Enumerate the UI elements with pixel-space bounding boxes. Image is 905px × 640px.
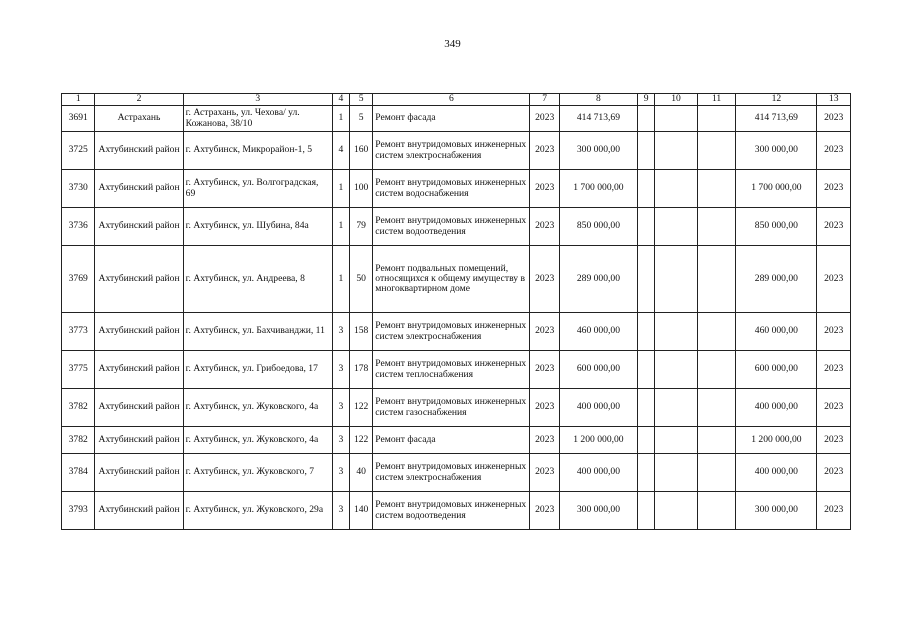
total-cost-cell: 850 000,00 (736, 208, 817, 246)
total-cost-cell: 1 200 000,00 (736, 427, 817, 454)
col9-cell (637, 313, 654, 351)
col10-cell (655, 351, 698, 389)
header-cell: 1 (62, 94, 95, 106)
work-type-cell: Ремонт внутридомовых инженерных систем водоснабжения (373, 170, 530, 208)
col9-cell (637, 170, 654, 208)
col10-cell (655, 208, 698, 246)
col9-cell (637, 106, 654, 132)
completion-year-cell: 2023 (817, 427, 851, 454)
total-cost-cell: 600 000,00 (736, 351, 817, 389)
col9-cell (637, 208, 654, 246)
cost-cell: 460 000,00 (559, 313, 637, 351)
address-cell: г. Ахтубинск, ул. Жуковского, 4а (183, 427, 332, 454)
completion-year-cell: 2023 (817, 389, 851, 427)
col11-cell (697, 492, 736, 530)
total-cost-cell: 300 000,00 (736, 492, 817, 530)
col11-cell (697, 427, 736, 454)
municipality-cell: Ахтубинский район (95, 427, 183, 454)
year-cell: 2023 (530, 389, 559, 427)
header-cell: 12 (736, 94, 817, 106)
year-cell: 2023 (530, 492, 559, 530)
municipality-cell: Ахтубинский район (95, 132, 183, 170)
work-type-cell: Ремонт внутридомовых инженерных систем электроснабжения (373, 454, 530, 492)
col11-cell (697, 246, 736, 313)
col4-cell: 4 (332, 132, 349, 170)
municipality-cell: Ахтубинский район (95, 313, 183, 351)
col5-cell: 100 (349, 170, 372, 208)
row-id-cell: 3782 (62, 389, 95, 427)
row-id-cell: 3691 (62, 106, 95, 132)
col4-cell: 1 (332, 170, 349, 208)
work-type-cell: Ремонт внутридомовых инженерных систем водоотведения (373, 492, 530, 530)
table-row (62, 351, 851, 389)
cost-cell: 300 000,00 (559, 132, 637, 170)
address-cell: г. Ахтубинск, ул. Бахчиванджи, 11 (183, 313, 332, 351)
completion-year-cell: 2023 (817, 313, 851, 351)
col11-cell (697, 454, 736, 492)
col10-cell (655, 427, 698, 454)
row-id-cell: 3775 (62, 351, 95, 389)
row-id-cell: 3769 (62, 246, 95, 313)
header-cell: 10 (655, 94, 698, 106)
address-cell: г. Ахтубинск, ул. Грибоедова, 17 (183, 351, 332, 389)
col5-cell: 5 (349, 106, 372, 132)
page-number: 349 (444, 38, 461, 50)
year-cell: 2023 (530, 313, 559, 351)
col9-cell (637, 389, 654, 427)
work-type-cell: Ремонт внутридомовых инженерных систем электроснабжения (373, 132, 530, 170)
completion-year-cell: 2023 (817, 246, 851, 313)
col10-cell (655, 454, 698, 492)
table-row (62, 170, 851, 208)
col9-cell (637, 351, 654, 389)
year-cell: 2023 (530, 351, 559, 389)
header-cell: 4 (332, 94, 349, 106)
address-cell: г. Астрахань, ул. Чехова/ ул. Кожанова, 38/10 (183, 106, 332, 132)
cost-cell: 600 000,00 (559, 351, 637, 389)
total-cost-cell: 300 000,00 (736, 132, 817, 170)
municipality-cell: Астрахань (95, 106, 183, 132)
col5-cell: 40 (349, 454, 372, 492)
total-cost-cell: 289 000,00 (736, 246, 817, 313)
header-cell: 11 (697, 94, 736, 106)
row-id-cell: 3793 (62, 492, 95, 530)
municipality-cell: Ахтубинский район (95, 351, 183, 389)
col5-cell: 122 (349, 427, 372, 454)
col11-cell (697, 132, 736, 170)
header-row (62, 94, 851, 106)
table-row (62, 132, 851, 170)
col4-cell: 3 (332, 427, 349, 454)
address-cell: г. Ахтубинск, ул. Жуковского, 29а (183, 492, 332, 530)
completion-year-cell: 2023 (817, 492, 851, 530)
municipality-cell: Ахтубинский район (95, 170, 183, 208)
municipality-cell: Ахтубинский район (95, 208, 183, 246)
repair-program-table (61, 93, 851, 530)
col4-cell: 1 (332, 106, 349, 132)
completion-year-cell: 2023 (817, 454, 851, 492)
col10-cell (655, 246, 698, 313)
header-cell: 8 (559, 94, 637, 106)
cost-cell: 414 713,69 (559, 106, 637, 132)
cost-cell: 300 000,00 (559, 492, 637, 530)
cost-cell: 1 200 000,00 (559, 427, 637, 454)
col9-cell (637, 427, 654, 454)
address-cell: г. Ахтубинск, ул. Жуковского, 4а (183, 389, 332, 427)
cost-cell: 400 000,00 (559, 454, 637, 492)
header-cell: 7 (530, 94, 559, 106)
work-type-cell: Ремонт внутридомовых инженерных систем газоснабжения (373, 389, 530, 427)
col4-cell: 1 (332, 208, 349, 246)
row-id-cell: 3736 (62, 208, 95, 246)
address-cell: г. Ахтубинск, ул. Шубина, 84а (183, 208, 332, 246)
header-cell: 3 (183, 94, 332, 106)
total-cost-cell: 1 700 000,00 (736, 170, 817, 208)
col4-cell: 3 (332, 454, 349, 492)
cost-cell: 289 000,00 (559, 246, 637, 313)
completion-year-cell: 2023 (817, 132, 851, 170)
col5-cell: 50 (349, 246, 372, 313)
completion-year-cell: 2023 (817, 106, 851, 132)
col5-cell: 140 (349, 492, 372, 530)
table-row (62, 106, 851, 132)
table-row (62, 208, 851, 246)
work-type-cell: Ремонт внутридомовых инженерных систем электроснабжения (373, 313, 530, 351)
municipality-cell: Ахтубинский район (95, 246, 183, 313)
header-cell: 9 (637, 94, 654, 106)
cost-cell: 400 000,00 (559, 389, 637, 427)
table-row (62, 427, 851, 454)
year-cell: 2023 (530, 427, 559, 454)
year-cell: 2023 (530, 246, 559, 313)
header-cell: 2 (95, 94, 183, 106)
work-type-cell: Ремонт подвальных помещений, относящихся к общему имуществу в многоквартирном доме (373, 246, 530, 313)
col9-cell (637, 132, 654, 170)
col4-cell: 3 (332, 313, 349, 351)
table-row (62, 389, 851, 427)
col9-cell (637, 454, 654, 492)
col4-cell: 3 (332, 351, 349, 389)
header-cell: 5 (349, 94, 372, 106)
address-cell: г. Ахтубинск, Микрорайон-1, 5 (183, 132, 332, 170)
address-cell: г. Ахтубинск, ул. Жуковского, 7 (183, 454, 332, 492)
total-cost-cell: 414 713,69 (736, 106, 817, 132)
table-row (62, 492, 851, 530)
completion-year-cell: 2023 (817, 208, 851, 246)
col9-cell (637, 246, 654, 313)
table-row (62, 246, 851, 313)
col11-cell (697, 170, 736, 208)
col5-cell: 178 (349, 351, 372, 389)
year-cell: 2023 (530, 208, 559, 246)
table-row (62, 454, 851, 492)
col11-cell (697, 351, 736, 389)
row-id-cell: 3773 (62, 313, 95, 351)
municipality-cell: Ахтубинский район (95, 454, 183, 492)
row-id-cell: 3730 (62, 170, 95, 208)
cost-cell: 850 000,00 (559, 208, 637, 246)
municipality-cell: Ахтубинский район (95, 492, 183, 530)
year-cell: 2023 (530, 454, 559, 492)
col5-cell: 122 (349, 389, 372, 427)
table-row (62, 313, 851, 351)
row-id-cell: 3782 (62, 427, 95, 454)
municipality-cell: Ахтубинский район (95, 389, 183, 427)
col5-cell: 160 (349, 132, 372, 170)
row-id-cell: 3725 (62, 132, 95, 170)
col11-cell (697, 389, 736, 427)
total-cost-cell: 400 000,00 (736, 389, 817, 427)
col5-cell: 79 (349, 208, 372, 246)
work-type-cell: Ремонт фасада (373, 427, 530, 454)
col11-cell (697, 106, 736, 132)
col4-cell: 3 (332, 492, 349, 530)
address-cell: г. Ахтубинск, ул. Андреева, 8 (183, 246, 332, 313)
col10-cell (655, 170, 698, 208)
year-cell: 2023 (530, 106, 559, 132)
col10-cell (655, 106, 698, 132)
col5-cell: 158 (349, 313, 372, 351)
col10-cell (655, 313, 698, 351)
header-cell: 6 (373, 94, 530, 106)
total-cost-cell: 400 000,00 (736, 454, 817, 492)
col10-cell (655, 132, 698, 170)
col11-cell (697, 313, 736, 351)
work-type-cell: Ремонт внутридомовых инженерных систем водоотведения (373, 208, 530, 246)
address-cell: г. Ахтубинск, ул. Волгоградская, 69 (183, 170, 332, 208)
header-cell: 13 (817, 94, 851, 106)
col9-cell (637, 492, 654, 530)
total-cost-cell: 460 000,00 (736, 313, 817, 351)
completion-year-cell: 2023 (817, 170, 851, 208)
col10-cell (655, 492, 698, 530)
cost-cell: 1 700 000,00 (559, 170, 637, 208)
col4-cell: 1 (332, 246, 349, 313)
col11-cell (697, 208, 736, 246)
work-type-cell: Ремонт фасада (373, 106, 530, 132)
col10-cell (655, 389, 698, 427)
col4-cell: 3 (332, 389, 349, 427)
completion-year-cell: 2023 (817, 351, 851, 389)
year-cell: 2023 (530, 132, 559, 170)
work-type-cell: Ремонт внутридомовых инженерных систем теплоснабжения (373, 351, 530, 389)
row-id-cell: 3784 (62, 454, 95, 492)
year-cell: 2023 (530, 170, 559, 208)
